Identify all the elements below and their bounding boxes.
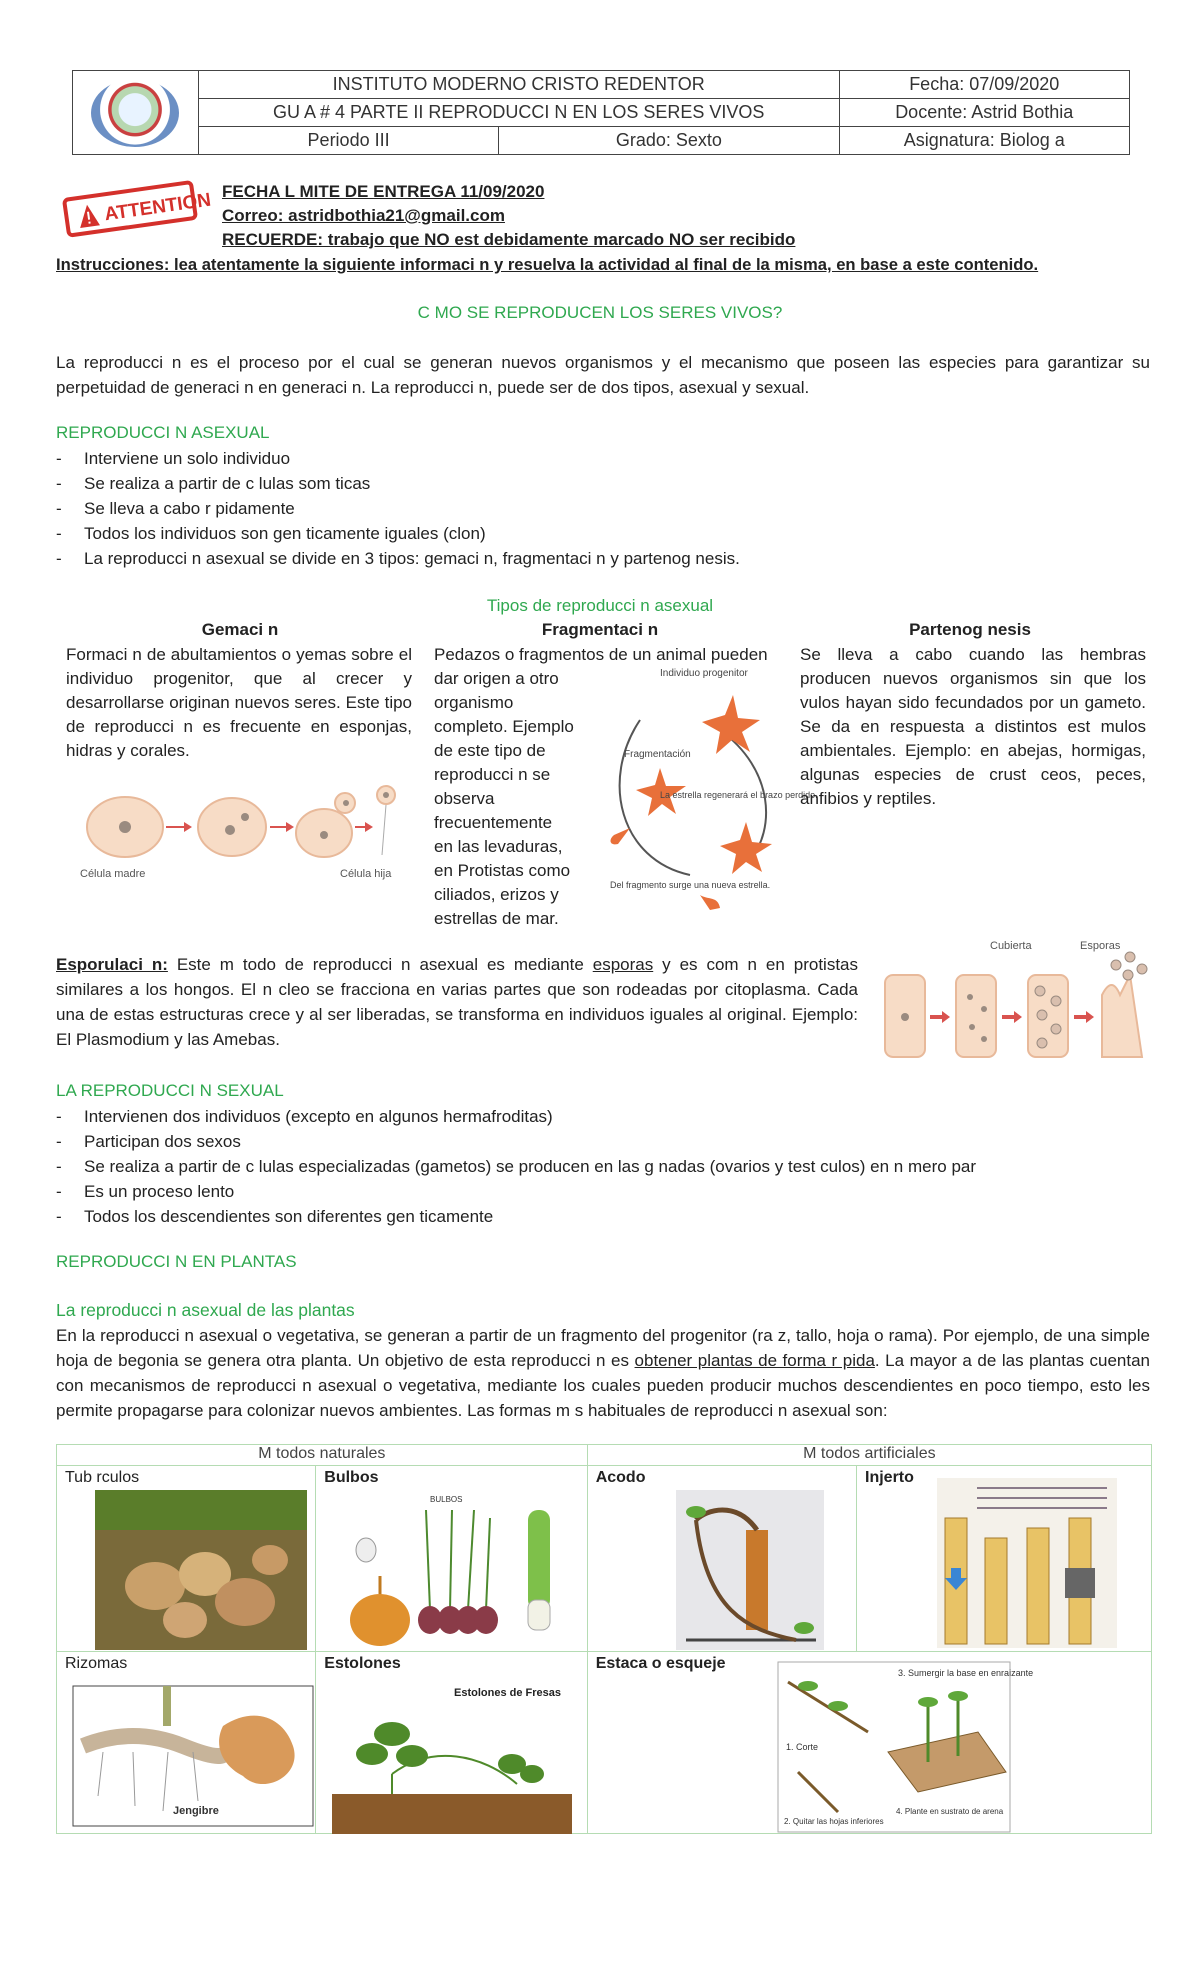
esporulacion-paragraph (56, 952, 858, 1052)
list-item: - Se realiza a partir de c lulas som ticas (56, 471, 740, 496)
plants-subtitle: La reproducci n asexual de las plantas (56, 1300, 355, 1320)
list-item: - La reproducci n asexual se divide en 3 tipos: gemaci n, fragmentaci n y partenog nesis. (56, 546, 740, 571)
main-title: C MO SE REPRODUCEN LOS SERES VIVOS? (417, 303, 783, 322)
estaca-cell (587, 1652, 1151, 1834)
institution-name: INSTITUTO MODERNO CRISTO REDENTOR (198, 71, 839, 99)
esporulacion-text-b: y es com n en protistas similares a los hongos. El n cleo se fracciona en varias partes que son rodeadas por citoplasma. Cada una de estas estructuras crece y al ser liberadas, se transforma en individuos iguales al original. Ejemplo: El Plasmodium y las Amebas. (56, 955, 859, 1049)
text-line: en Protistas como (434, 861, 571, 880)
date: Fecha: 07/09/2020 (839, 71, 1130, 99)
text-line: en las levaduras, (434, 837, 563, 856)
bulbos-label: Bulbos (324, 1469, 379, 1486)
grafting-image (937, 1478, 1117, 1648)
sexual-title: LA REPRODUCCI N SEXUAL (56, 1081, 284, 1100)
attention-text: ATTENTION (103, 189, 213, 226)
fragmentacion-text-top: Pedazos o fragmentos de un animal pueden (434, 645, 768, 664)
teacher: Docente: Astrid Bothia (839, 99, 1130, 127)
asexual-title: REPRODUCCI N ASEXUAL (56, 423, 270, 442)
partenogenesis-text: Se lleva a cabo cuando las hembras producen nuevos organismos sin que los vulos hayan sido fecundados por un gameto. Se da en respuesta a distintos est mulos ambientales. Ejemplo: en abejas, hormigas, algunas especies de crust ceos, peces, anfibios y reptiles. (800, 645, 1146, 808)
list-item: - Todos los descendientes son diferentes gen ticamente (56, 1204, 976, 1229)
list-item: - Intervienen dos individuos (excepto en algunos hermafroditas) (56, 1104, 976, 1129)
acodo-cell (587, 1466, 856, 1652)
starfish-icon (702, 695, 760, 754)
header-table (72, 70, 1130, 155)
step4-label: 4. Plante en sustrato de arena (895, 1807, 1003, 1816)
asexual-list (56, 446, 740, 571)
grade: Grado: Sexto (499, 127, 839, 155)
intro-paragraph: La reproducci n es el proceso por el cual se generan nuevos organismos y el mecanismo que poseen las especies para garantizar su perpetuidad de generaci n en generaci n. La reproducci n, puede ser de dos tipos, asexual y sexual. (56, 353, 1150, 397)
list-item: - Se realiza a partir de c lulas especializadas (gametos) se producen en las g nadas (ovarios y test culos) en n mero par (56, 1154, 976, 1179)
step2-label: 2. Quitar las hojas inferiores (783, 1817, 884, 1826)
bulbs-image-label: BULBOS (430, 1495, 463, 1504)
layering-image (676, 1490, 824, 1650)
text-line: ciliados, erizos y (434, 885, 559, 904)
estolones-cell (316, 1652, 587, 1834)
spores-label: Esporas (1080, 940, 1121, 952)
jengibre-label: Jengibre (173, 1805, 219, 1817)
plants-link[interactable]: obtener plantas de forma r pida (634, 1351, 875, 1370)
regen-label: La estrella regenerará el brazo perdido. (660, 790, 818, 800)
plants-title: REPRODUCCI N EN PLANTAS (56, 1252, 297, 1271)
instructions: Instrucciones: lea atentamente la siguiente informaci n y resuelva la actividad al final de la misma, en base a este contenido. (56, 255, 1039, 274)
fragmentation-label: Fragmentación (624, 749, 691, 760)
subject: Asignatura: Biolog a (839, 127, 1130, 155)
estolones-label: Estolones (324, 1655, 401, 1672)
text-line: de este tipo de (434, 741, 546, 760)
fragmentation-diagram (600, 660, 818, 920)
fragmentacion-lines (434, 667, 586, 931)
partenogenesis-title: Partenog nesis (909, 620, 1031, 639)
artificial-methods-header: M todos artificiales (587, 1445, 1151, 1466)
runners-image (332, 1674, 572, 1834)
gemacion-title: Gemaci n (201, 620, 279, 639)
plants-text-b: . La mayor a de las plantas cuentan con mecanismos de reproducci n asexual o vegetativa, mediante los cuales pueden producir muchos descendientes en poco tiempo, esto les permite propagarse para colonizar nuevos ambientes. Las formas m s habituales de reproducci n asexual son: (56, 1351, 1150, 1420)
asexual-types-title: Tipos de reproducci n asexual (486, 596, 714, 615)
logo-cell (73, 71, 199, 155)
plants-paragraph (56, 1323, 1150, 1423)
tuberculos-cell (57, 1466, 316, 1652)
list-item: - Todos los individuos son gen ticamente iguales (clon) (56, 521, 740, 546)
school-logo (91, 79, 179, 147)
step1-label: 1. Corte (785, 1742, 818, 1752)
acodo-label: Acodo (595, 1469, 646, 1486)
text-line: dar origen a otro (434, 669, 559, 688)
sporulation-diagram (880, 935, 1155, 1065)
bulbs-image (340, 1490, 570, 1650)
list-item: - Es un proceso lento (56, 1179, 976, 1204)
estaca-label: Estaca o esqueje (595, 1655, 726, 1672)
rhizomes-image (73, 1686, 313, 1826)
natural-methods-header: M todos naturales (57, 1445, 588, 1466)
tuberculos-label: Tub rculos (65, 1469, 140, 1486)
gemacion-text: Formaci n de abultamientos o yemas sobre el individuo progenitor, que al crecer y desarrollarse originan nuevos seres. Este tipo de reproducci n es frecuente en esponjas, hidras y corales. (66, 645, 412, 760)
rizomas-label: Rizomas (65, 1655, 128, 1672)
daughter-cell-label: Célula hija (340, 868, 392, 880)
bulbos-cell (316, 1466, 587, 1652)
esporulacion-text-a: Este m todo de reproducci n asexual es mediante (167, 955, 593, 974)
plants-text-a: En la reproducci n asexual o vegetativa, se generan a partir de un fragmento del progenitor (ra z, tallo, hoja o rama). Por ejemplo, de una simple hoja de begonia se genera otra planta. Un objetivo de esta reproducci n es (56, 1326, 1150, 1370)
tubers-image (95, 1490, 307, 1650)
email[interactable]: Correo: astridbothia21@gmail.com (222, 206, 505, 225)
attention-badge-icon (58, 183, 213, 235)
mother-cell-label: Célula madre (80, 868, 146, 880)
esporas-link[interactable]: esporas (592, 955, 654, 974)
list-item: - Participan dos sexos (56, 1129, 976, 1154)
injerto-cell (857, 1466, 1152, 1652)
list-item: - Interviene un solo individuo (56, 446, 740, 471)
text-line: estrellas de mar. (434, 909, 559, 928)
new-star-label: Del fragmento surge una nueva estrella. (610, 880, 771, 890)
guide-title: GU A # 4 PARTE II REPRODUCCI N EN LOS SERES VIVOS (198, 99, 839, 127)
sexual-list (56, 1104, 976, 1229)
text-line: organismo (434, 693, 514, 712)
injerto-label: Injerto (865, 1469, 914, 1486)
text-line: completo. Ejemplo (434, 717, 574, 736)
period: Periodo III (198, 127, 498, 155)
text-line: frecuentemente (434, 813, 553, 832)
cover-label: Cubierta (990, 940, 1032, 952)
fragmentacion-title: Fragmentaci n (541, 620, 659, 639)
step3-label: 3. Sumergir la base en enraizante (897, 1668, 1033, 1678)
list-item: - Se lleva a cabo r pidamente (56, 496, 740, 521)
deadline: FECHA L MITE DE ENTREGA 11/09/2020 (222, 182, 545, 201)
rizomas-cell (57, 1652, 316, 1834)
text-line: observa (434, 789, 495, 808)
cuttings-image (778, 1662, 1033, 1832)
progenitor-label: Individuo progenitor (660, 668, 748, 679)
esporulacion-term: Esporulaci n: (56, 955, 168, 974)
remember-note: RECUERDE: trabajo que NO est debidamente marcado NO ser recibido (222, 230, 796, 249)
plant-methods-table (56, 1444, 1152, 1834)
fresas-label: Estolones de Fresas (454, 1687, 562, 1699)
budding-diagram (80, 775, 410, 885)
text-line: reproducci n se (434, 765, 551, 784)
